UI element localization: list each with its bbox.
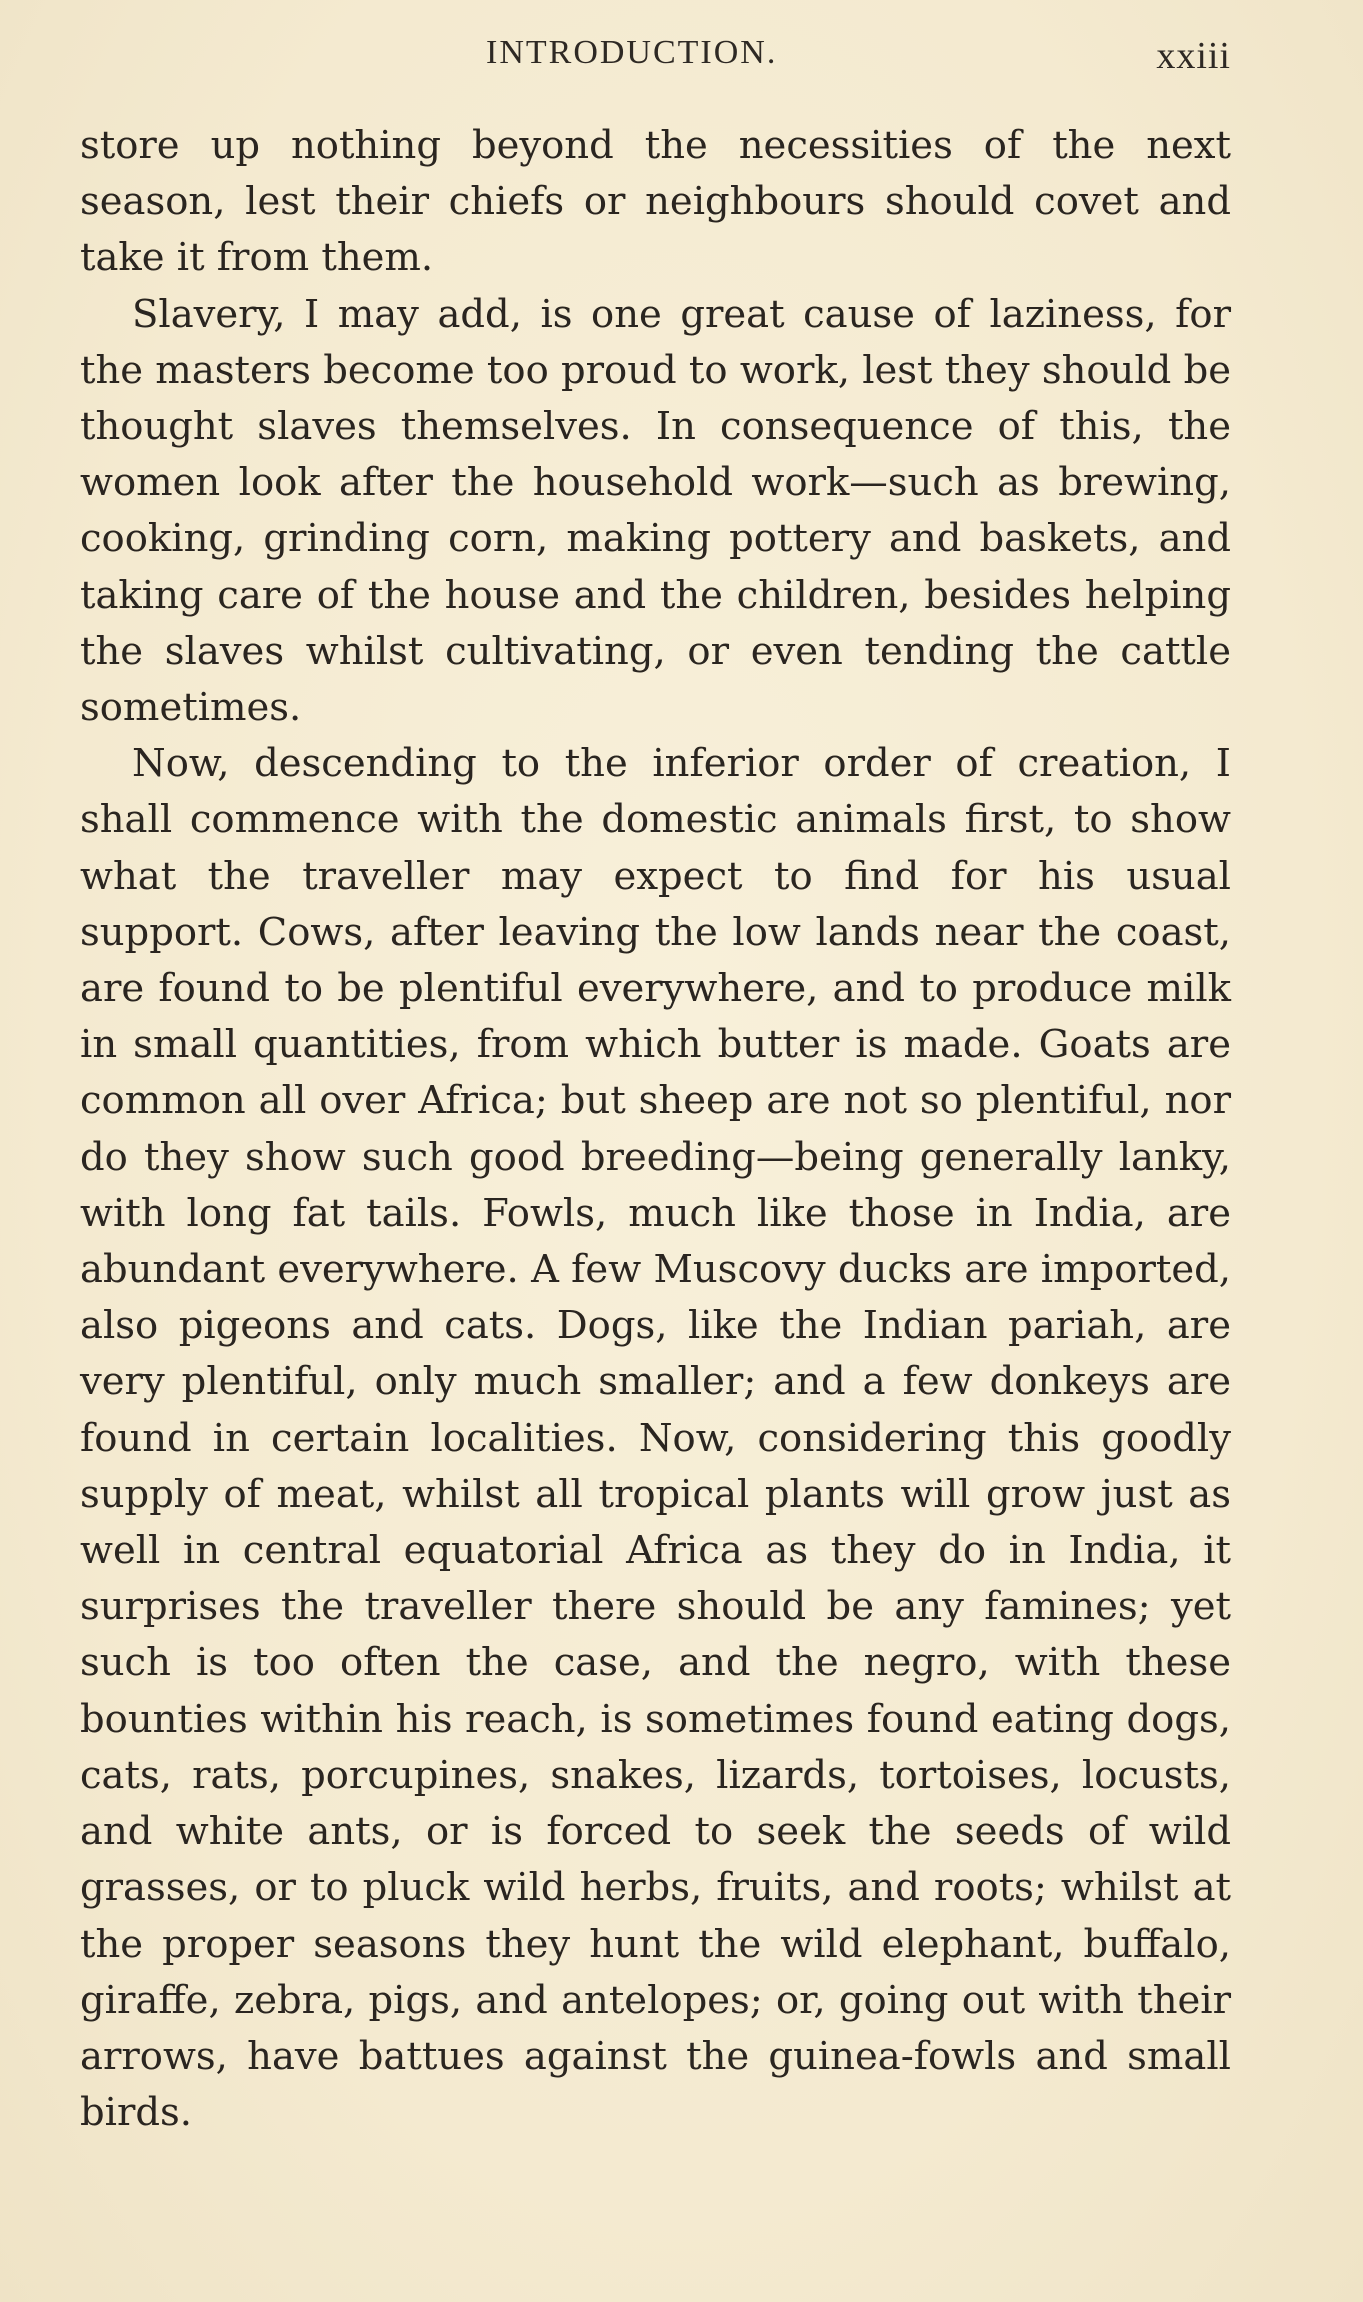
paragraph-2: Slavery, I may add, is one great cause of laziness, for the masters become too proud to work, lest they should be thought slaves themselves. In consequence of this, the women look after the household work—such as brewing, cooking, grinding corn, making pottery and baskets, and taking care of the house and the children, besides helping the slaves whilst cultivating, or even tending the cattle sometimes. <box>80 291 1231 731</box>
running-title: INTRODUCTION. <box>486 34 778 71</box>
running-head <box>82 34 1231 82</box>
paragraph-3: Now, descending to the inferior order of creation, I shall commence with the domestic animals first, to show what the traveller may expect to find for his usual support. Cows, after leaving the low lands near the coast, are found to be plentiful everywhere, and to produce milk in small quantities, from which butter is made. Goats are common all over Africa; but sheep are not so plentiful, nor do they show such good breeding—being generally lanky, with long fat tails. Fowls, much like those in India, are abundant everywhere. A few Muscovy ducks are imported, also pigeons and cats. Dogs, like the Indian pariah, are very plentiful, only much smaller; and a few donkeys are found in certain localities. Now, considering this goodly supply of meat, whilst all tropical plants will grow just as well in central equatorial Africa as they do in India, it surprises the traveller there should be any famines; yet such is too often the case, and the negro, with these bounties within his reach, is sometimes found eating dogs, cats, rats, porcupines, snakes, lizards, tortoises, locusts, and white ants, or is forced to seek the seeds of wild grasses, or to pluck wild herbs, fruits, and roots; whilst at the proper seasons they hunt the wild elephant, buffalo, giraffe, zebra, pigs, and antelopes; or, going out with their arrows, have battues against the guinea-fowls and small birds. <box>80 741 1231 2136</box>
page-number: xxiii <box>1156 35 1231 77</box>
body-text <box>80 118 1231 2141</box>
paragraph-1: store up nothing beyond the necessities of the next season, lest their chiefs or neighbours should covet and take it from them. <box>80 123 1231 281</box>
